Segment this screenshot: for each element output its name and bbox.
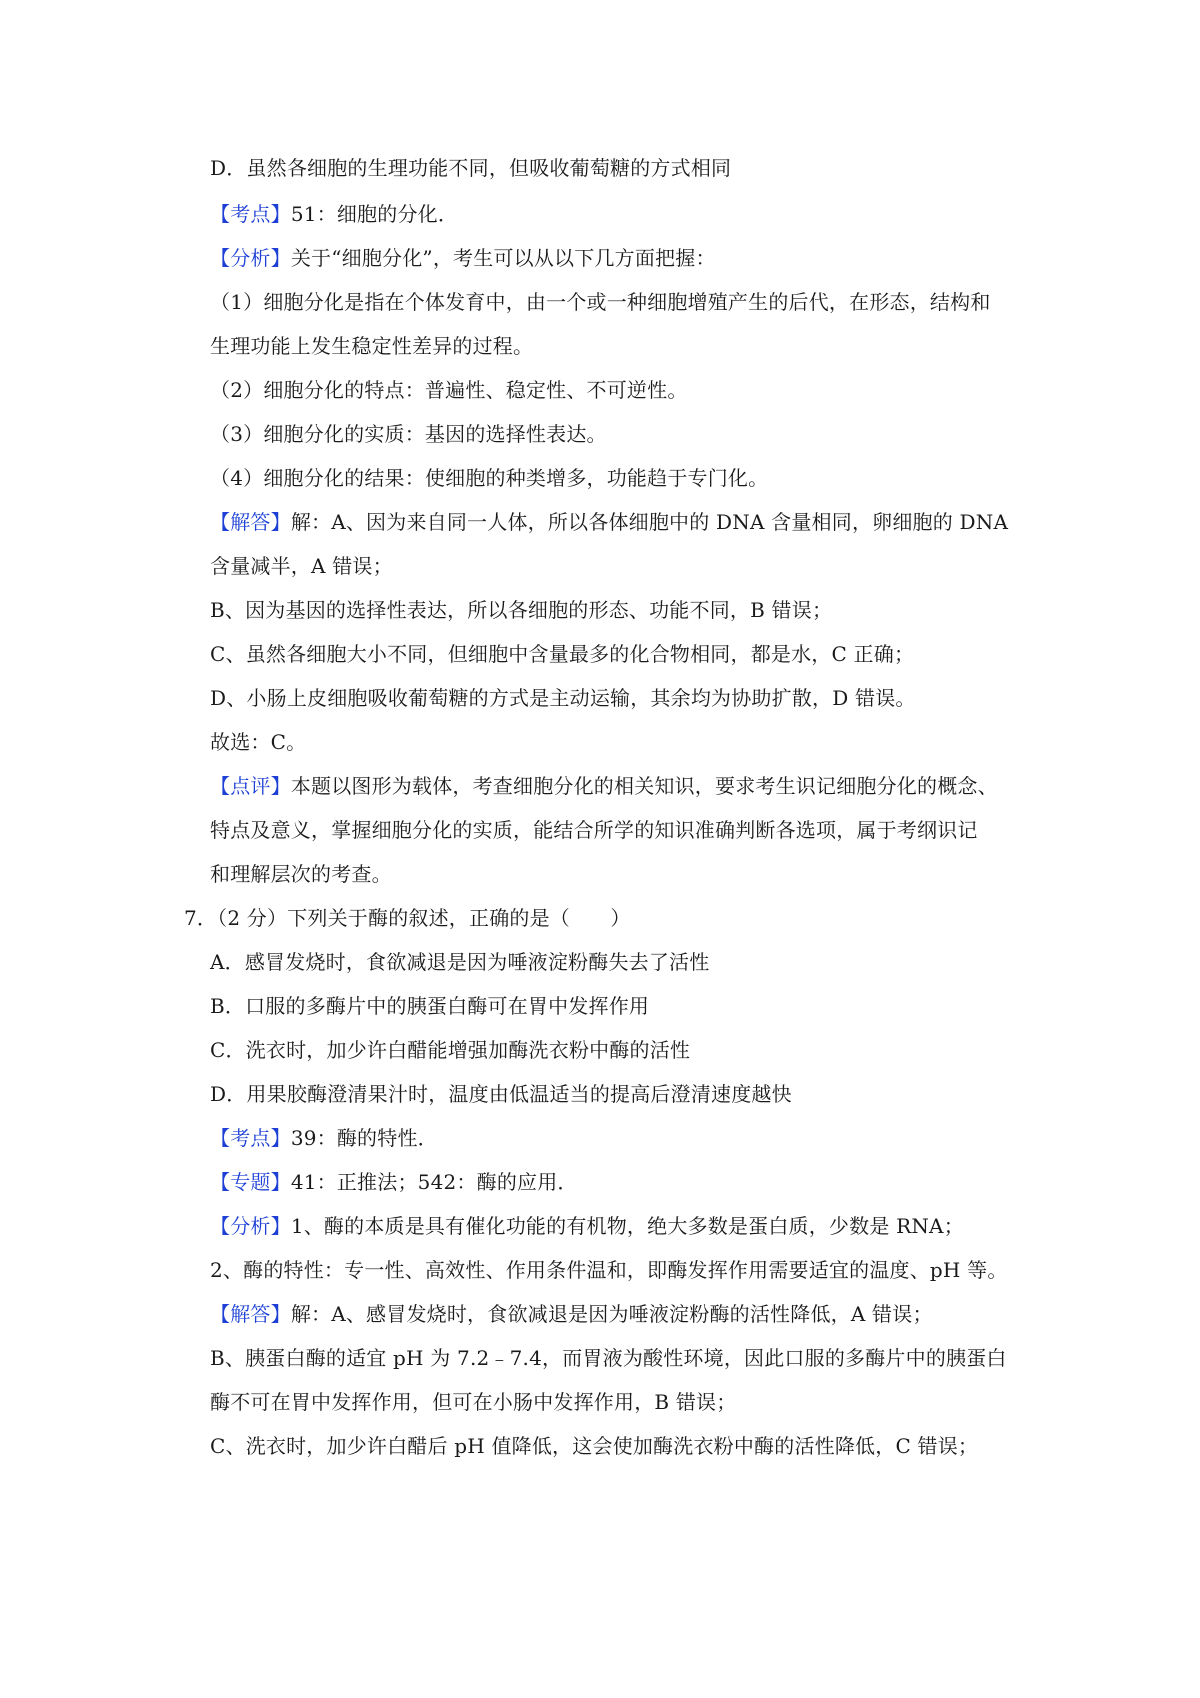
line-text: D．虽然各细胞的生理功能不同，但吸收葡萄糖的方式相同 [210,156,732,180]
text-line [210,860,1030,888]
section-tag: 【考点】 [210,1126,291,1150]
line-text: A．感冒发烧时，食欲减退是因为唾液淀粉酶失去了活性 [210,950,710,974]
text-line [210,200,1030,228]
text-line [210,1256,1030,1284]
line-text: B、因为基因的选择性表达，所以各细胞的形态、功能不同，B 错误； [210,598,833,622]
text-line [210,1124,1030,1152]
text-line [210,1388,1030,1416]
text-line [210,332,1030,360]
section-tag: 【解答】 [210,510,291,534]
line-text: 关于“细胞分化”，考生可以从以下几方面把握： [290,246,716,270]
option-line [210,992,1030,1020]
text-line [210,596,1030,624]
line-text: 故选：C。 [210,730,307,754]
section-tag: 【点评】 [210,774,291,798]
line-text: 7．（2 分）下列关于酶的叙述，正确的是（ ） [184,906,631,930]
text-line [210,244,1030,272]
text-line [210,728,1030,756]
line-text: 2、酶的特性：专一性、高效性、作用条件温和，即酶发挥作用需要适宜的温度、pH 等。 [210,1258,1008,1282]
text-line [210,508,1030,536]
option-line [210,1080,1030,1108]
line-text: C．洗衣时，加少许白醋能增强加酶洗衣粉中酶的活性 [210,1038,691,1062]
section-tag: 【解答】 [210,1302,291,1326]
option-line [210,948,1030,976]
line-text: B．口服的多酶片中的胰蛋白酶可在胃中发挥作用 [210,994,650,1018]
line-text: D．用果胶酶澄清果汁时，温度由低温适当的提高后澄清速度越快 [210,1082,792,1106]
line-text: （3）细胞分化的实质：基因的选择性表达。 [210,422,607,446]
text-line [210,154,1030,182]
line-text: （2）细胞分化的特点：普遍性、稳定性、不可逆性。 [210,378,688,402]
line-text: 解：A、感冒发烧时，食欲减退是因为唾液淀粉酶的活性降低，A 错误； [290,1302,933,1326]
text-line [210,1432,1030,1460]
text-line [210,640,1030,668]
line-text: D、小肠上皮细胞吸收葡萄糖的方式是主动运输，其余均为协助扩散，D 错误。 [210,686,916,710]
text-line [210,464,1030,492]
line-text: 51：细胞的分化． [290,202,459,226]
line-text: 酶不可在胃中发挥作用，但可在小肠中发挥作用，B 错误； [210,1390,737,1414]
text-line [210,816,1030,844]
section-tag: 【分析】 [210,1214,291,1238]
text-line [210,420,1030,448]
line-text: （4）细胞分化的结果：使细胞的种类增多，功能趋于专门化。 [210,466,769,490]
question-heading [184,904,1004,932]
text-line [210,1168,1030,1196]
line-text: 生理功能上发生稳定性差异的过程。 [210,334,534,358]
text-line [210,1212,1030,1240]
text-line [210,1344,1030,1372]
line-text: 和理解层次的考查。 [210,862,392,886]
line-text: 39：酶的特性． [290,1126,438,1150]
text-line [210,288,1030,316]
line-text: C、洗衣时，加少许白醋后 pH 值降低，这会使加酶洗衣粉中酶的活性降低，C 错误； [210,1434,979,1458]
text-line [210,1300,1030,1328]
text-line [210,772,1030,800]
section-tag: 【考点】 [210,202,291,226]
line-text: 含量减半，A 错误； [210,554,393,578]
section-tag: 【分析】 [210,246,291,270]
line-text: 41：正推法；542：酶的应用． [290,1170,578,1194]
text-line [210,684,1030,712]
line-text: 解：A、因为来自同一人体，所以各体细胞中的 DNA 含量相同，卵细胞的 DNA [290,510,1009,534]
line-text: 特点及意义，掌握细胞分化的实质，能结合所学的知识准确判断各选项，属于考纲识记 [210,818,978,842]
section-tag: 【专题】 [210,1170,291,1194]
line-text: 1、酶的本质是具有催化功能的有机物，绝大多数是蛋白质，少数是 RNA； [290,1214,964,1238]
line-text: 本题以图形为载体，考查细胞分化的相关知识，要求考生识记细胞分化的概念、 [290,774,998,798]
text-line [210,376,1030,404]
line-text: C、虽然各细胞大小不同，但细胞中含量最多的化合物相同，都是水，C 正确； [210,642,915,666]
line-text: B、胰蛋白酶的适宜 pH 为 7.2﹣7.4，而胃液为酸性环境，因此口服的多酶片中的胰蛋白 [210,1346,1007,1370]
option-line [210,1036,1030,1064]
line-text: （1）细胞分化是指在个体发育中，由一个或一种细胞增殖产生的后代，在形态，结构和 [210,290,991,314]
text-line [210,552,1030,580]
